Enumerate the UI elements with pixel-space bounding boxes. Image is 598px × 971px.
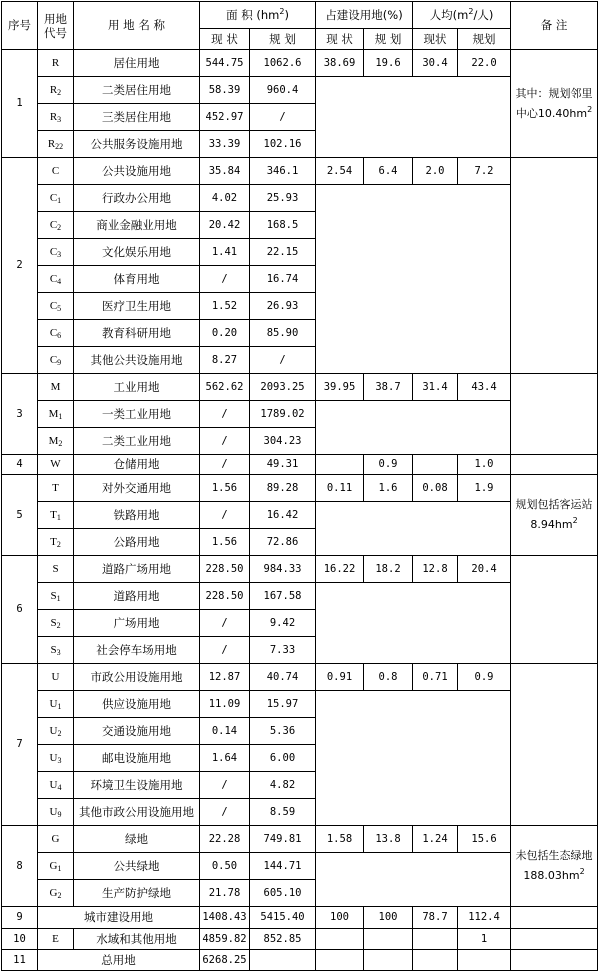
row-name: 公共服务设施用地 bbox=[74, 131, 200, 158]
row-ratio-plan: 1.6 bbox=[364, 475, 413, 502]
table-row bbox=[2, 455, 598, 475]
row-percap-current: 30.4 bbox=[413, 50, 458, 77]
row-area-current: 1.52 bbox=[200, 293, 250, 320]
row-area-plan: / bbox=[250, 347, 316, 374]
row-area-plan: 72.86 bbox=[250, 529, 316, 556]
row-ratio-current: 0.91 bbox=[316, 664, 364, 691]
row-area-current: / bbox=[200, 428, 250, 455]
row-area-plan: / bbox=[250, 104, 316, 131]
row-name: 公共设施用地 bbox=[74, 158, 200, 185]
header-code-line2: 代号 bbox=[44, 25, 67, 40]
summary-area-current: 6268.25 bbox=[200, 950, 250, 971]
row-area-current: 562.62 bbox=[200, 374, 250, 401]
table-row bbox=[2, 401, 598, 428]
row-area-plan: 8.59 bbox=[250, 799, 316, 826]
row-code: $M_2$ bbox=[38, 428, 74, 455]
row-area-current: 0.14 bbox=[200, 718, 250, 745]
summary-ratio-plan: 100 bbox=[364, 907, 413, 929]
row-name: 工业用地 bbox=[74, 374, 200, 401]
row-area-plan: 15.97 bbox=[250, 691, 316, 718]
row-name: 居住用地 bbox=[74, 50, 200, 77]
header-note: 备 注 bbox=[511, 2, 598, 50]
row-area-current: 228.50 bbox=[200, 556, 250, 583]
summary-percap-plan: 1 bbox=[458, 929, 511, 950]
summary-ratio-current: 100 bbox=[316, 907, 364, 929]
row-percap-current: 2.0 bbox=[413, 158, 458, 185]
row-area-plan: 5.36 bbox=[250, 718, 316, 745]
row-area-plan: 605.10 bbox=[250, 880, 316, 907]
header-percap-current: 现状 bbox=[413, 29, 458, 50]
row-area-current: / bbox=[200, 266, 250, 293]
row-name: 行政办公用地 bbox=[74, 185, 200, 212]
row-percap-plan: 7.2 bbox=[458, 158, 511, 185]
row-code: $U_2$ bbox=[38, 718, 74, 745]
row-area-plan: 1789.02 bbox=[250, 401, 316, 428]
row-seq: 1 bbox=[2, 50, 38, 158]
row-area-plan: 168.5 bbox=[250, 212, 316, 239]
row-area-current: / bbox=[200, 637, 250, 664]
row-name: 绿地 bbox=[74, 826, 200, 853]
row-area-plan: 22.15 bbox=[250, 239, 316, 266]
row-seq: 6 bbox=[2, 556, 38, 664]
summary-area-plan: 5415.40 bbox=[250, 907, 316, 929]
summary-row bbox=[2, 907, 598, 929]
row-name: 公共绿地 bbox=[74, 853, 200, 880]
row-name: 二类居住用地 bbox=[74, 77, 200, 104]
row-code: $C_2$ bbox=[38, 212, 74, 239]
row-ratio-plan: 19.6 bbox=[364, 50, 413, 77]
row-note: 规划包括客运站$8.94hm^2$ bbox=[511, 475, 598, 556]
row-note bbox=[511, 556, 598, 664]
row-ratio-current: 16.22 bbox=[316, 556, 364, 583]
row-name: 文化娱乐用地 bbox=[74, 239, 200, 266]
row-percap-current: 1.24 bbox=[413, 826, 458, 853]
row-seq: 5 bbox=[2, 475, 38, 556]
row-area-current: 11.09 bbox=[200, 691, 250, 718]
row-code: $G_1$ bbox=[38, 853, 74, 880]
row-name: 供应设施用地 bbox=[74, 691, 200, 718]
header-area-plan: 规 划 bbox=[250, 29, 316, 50]
summary-code: E bbox=[38, 929, 74, 950]
summary-percap-plan bbox=[458, 950, 511, 971]
row-percap-current bbox=[413, 455, 458, 475]
row-area-plan: 16.74 bbox=[250, 266, 316, 293]
row-seq: 2 bbox=[2, 158, 38, 374]
row-note bbox=[511, 374, 598, 455]
row-name: 仓储用地 bbox=[74, 455, 200, 475]
summary-note bbox=[511, 929, 598, 950]
row-area-current: 1.41 bbox=[200, 239, 250, 266]
row-ratio-blank bbox=[316, 401, 511, 455]
table-row bbox=[2, 583, 598, 610]
row-area-plan: 2093.25 bbox=[250, 374, 316, 401]
row-code: $T_2$ bbox=[38, 529, 74, 556]
row-area-plan: 85.90 bbox=[250, 320, 316, 347]
row-ratio-plan: 13.8 bbox=[364, 826, 413, 853]
row-code: M bbox=[38, 374, 74, 401]
summary-percap-plan: 112.4 bbox=[458, 907, 511, 929]
row-area-current: / bbox=[200, 610, 250, 637]
row-area-current: 1.56 bbox=[200, 529, 250, 556]
summary-percap-current bbox=[413, 929, 458, 950]
row-area-current: 1.64 bbox=[200, 745, 250, 772]
row-area-current: / bbox=[200, 799, 250, 826]
row-code: $C_4$ bbox=[38, 266, 74, 293]
summary-note bbox=[511, 907, 598, 929]
row-name: 三类居住用地 bbox=[74, 104, 200, 131]
row-area-plan: 167.58 bbox=[250, 583, 316, 610]
row-code: $T_1$ bbox=[38, 502, 74, 529]
row-name: 铁路用地 bbox=[74, 502, 200, 529]
row-code: $R_2$ bbox=[38, 77, 74, 104]
summary-seq: 9 bbox=[2, 907, 38, 929]
header-code-line1: 用地 bbox=[44, 11, 67, 26]
row-ratio-current: 38.69 bbox=[316, 50, 364, 77]
row-code: $C_9$ bbox=[38, 347, 74, 374]
table-row bbox=[2, 158, 598, 185]
row-area-current: 12.87 bbox=[200, 664, 250, 691]
row-area-plan: 1062.6 bbox=[250, 50, 316, 77]
summary-area-current: 4859.82 bbox=[200, 929, 250, 950]
row-note bbox=[511, 455, 598, 475]
row-code: R bbox=[38, 50, 74, 77]
row-percap-plan: 22.0 bbox=[458, 50, 511, 77]
row-code: $S_1$ bbox=[38, 583, 74, 610]
summary-name: 水域和其他用地 bbox=[74, 929, 200, 950]
row-name: 道路广场用地 bbox=[74, 556, 200, 583]
row-ratio-current: 39.95 bbox=[316, 374, 364, 401]
row-code: $U_4$ bbox=[38, 772, 74, 799]
row-ratio-plan: 38.7 bbox=[364, 374, 413, 401]
row-area-plan: 346.1 bbox=[250, 158, 316, 185]
row-name: 其他市政公用设施用地 bbox=[74, 799, 200, 826]
row-percap-plan: 43.4 bbox=[458, 374, 511, 401]
summary-percap-current bbox=[413, 950, 458, 971]
row-area-plan: 749.81 bbox=[250, 826, 316, 853]
row-code: $C_5$ bbox=[38, 293, 74, 320]
row-area-current: / bbox=[200, 502, 250, 529]
table-row bbox=[2, 502, 598, 529]
row-code: C bbox=[38, 158, 74, 185]
row-ratio-blank bbox=[316, 185, 511, 374]
row-code: $C_6$ bbox=[38, 320, 74, 347]
row-area-current: 228.50 bbox=[200, 583, 250, 610]
row-name: 商业金融业用地 bbox=[74, 212, 200, 239]
summary-percap-current: 78.7 bbox=[413, 907, 458, 929]
header-ratio-current: 现 状 bbox=[316, 29, 364, 50]
summary-note bbox=[511, 950, 598, 971]
summary-seq: 10 bbox=[2, 929, 38, 950]
row-percap-plan: 1.9 bbox=[458, 475, 511, 502]
row-ratio-plan: 18.2 bbox=[364, 556, 413, 583]
row-seq: 7 bbox=[2, 664, 38, 826]
row-name: 其他公共设施用地 bbox=[74, 347, 200, 374]
row-code: $M_1$ bbox=[38, 401, 74, 428]
row-area-current: / bbox=[200, 772, 250, 799]
table-row bbox=[2, 853, 598, 880]
row-code: G bbox=[38, 826, 74, 853]
row-name: 一类工业用地 bbox=[74, 401, 200, 428]
row-area-plan: 960.4 bbox=[250, 77, 316, 104]
row-code: $S_2$ bbox=[38, 610, 74, 637]
table-row bbox=[2, 185, 598, 212]
table-row bbox=[2, 374, 598, 401]
row-percap-current: 0.71 bbox=[413, 664, 458, 691]
table-row bbox=[2, 691, 598, 718]
row-percap-current: 0.08 bbox=[413, 475, 458, 502]
summary-area-plan bbox=[250, 950, 316, 971]
header-name: 用 地 名 称 bbox=[74, 2, 200, 50]
row-note: 其中：规划邻里中心$10.40hm^2$ bbox=[511, 50, 598, 158]
row-code: $R_3$ bbox=[38, 104, 74, 131]
land-use-table bbox=[1, 1, 598, 971]
summary-ratio-current bbox=[316, 929, 364, 950]
row-ratio-plan: 6.4 bbox=[364, 158, 413, 185]
row-name: 生产防护绿地 bbox=[74, 880, 200, 907]
row-note: 未包括生态绿地$188.03hm^2$ bbox=[511, 826, 598, 907]
row-percap-current: 31.4 bbox=[413, 374, 458, 401]
row-ratio-current: 2.54 bbox=[316, 158, 364, 185]
row-seq: 3 bbox=[2, 374, 38, 455]
row-code: $C_1$ bbox=[38, 185, 74, 212]
row-ratio-current bbox=[316, 455, 364, 475]
row-percap-current: 12.8 bbox=[413, 556, 458, 583]
summary-row bbox=[2, 950, 598, 971]
row-code: $G_2$ bbox=[38, 880, 74, 907]
row-area-current: 1.56 bbox=[200, 475, 250, 502]
table-row bbox=[2, 664, 598, 691]
row-area-plan: 26.93 bbox=[250, 293, 316, 320]
row-name: 医疗卫生用地 bbox=[74, 293, 200, 320]
row-area-current: 35.84 bbox=[200, 158, 250, 185]
row-area-plan: 102.16 bbox=[250, 131, 316, 158]
header-ratio: 占建设用地(%) bbox=[316, 2, 413, 29]
row-percap-plan: 0.9 bbox=[458, 664, 511, 691]
row-percap-plan: 1.0 bbox=[458, 455, 511, 475]
row-area-current: / bbox=[200, 455, 250, 475]
row-ratio-blank bbox=[316, 502, 511, 556]
row-code: W bbox=[38, 455, 74, 475]
row-area-plan: 9.42 bbox=[250, 610, 316, 637]
row-name: 社会停车场用地 bbox=[74, 637, 200, 664]
row-code: $U_3$ bbox=[38, 745, 74, 772]
row-area-current: 33.39 bbox=[200, 131, 250, 158]
summary-name: 总用地 bbox=[38, 950, 200, 971]
row-area-plan: 6.00 bbox=[250, 745, 316, 772]
row-ratio-plan: 0.8 bbox=[364, 664, 413, 691]
row-ratio-blank bbox=[316, 77, 511, 158]
row-area-current: 0.50 bbox=[200, 853, 250, 880]
row-name: 公路用地 bbox=[74, 529, 200, 556]
header-percap-plan: 规划 bbox=[458, 29, 511, 50]
header-ratio-plan: 规 划 bbox=[364, 29, 413, 50]
row-note bbox=[511, 664, 598, 826]
row-code: $R_{22}$ bbox=[38, 131, 74, 158]
row-name: 邮电设施用地 bbox=[74, 745, 200, 772]
row-code: $U_9$ bbox=[38, 799, 74, 826]
row-code: $S_3$ bbox=[38, 637, 74, 664]
summary-name: 城市建设用地 bbox=[38, 907, 200, 929]
summary-row bbox=[2, 929, 598, 950]
row-area-current: 544.75 bbox=[200, 50, 250, 77]
row-name: 广场用地 bbox=[74, 610, 200, 637]
row-name: 二类工业用地 bbox=[74, 428, 200, 455]
summary-area-plan: 852.85 bbox=[250, 929, 316, 950]
header-area-current: 现 状 bbox=[200, 29, 250, 50]
table-row bbox=[2, 826, 598, 853]
summary-ratio-plan bbox=[364, 950, 413, 971]
header-percap: 人均($m^2/$人) bbox=[413, 2, 511, 29]
row-area-current: 4.02 bbox=[200, 185, 250, 212]
row-name: 交通设施用地 bbox=[74, 718, 200, 745]
row-area-plan: 7.33 bbox=[250, 637, 316, 664]
row-code: $U_1$ bbox=[38, 691, 74, 718]
row-area-current: 0.20 bbox=[200, 320, 250, 347]
row-area-current: 8.27 bbox=[200, 347, 250, 374]
summary-ratio-current bbox=[316, 950, 364, 971]
summary-area-current: 1408.43 bbox=[200, 907, 250, 929]
summary-seq: 11 bbox=[2, 950, 38, 971]
table-body bbox=[2, 50, 598, 971]
row-area-plan: 89.28 bbox=[250, 475, 316, 502]
row-area-current: / bbox=[200, 401, 250, 428]
row-name: 环境卫生设施用地 bbox=[74, 772, 200, 799]
row-area-plan: 16.42 bbox=[250, 502, 316, 529]
row-ratio-blank bbox=[316, 691, 511, 826]
row-ratio-blank bbox=[316, 583, 511, 664]
row-ratio-current: 0.11 bbox=[316, 475, 364, 502]
table-row bbox=[2, 50, 598, 77]
row-seq: 4 bbox=[2, 455, 38, 475]
row-code: T bbox=[38, 475, 74, 502]
row-area-current: 22.28 bbox=[200, 826, 250, 853]
row-seq: 8 bbox=[2, 826, 38, 907]
row-percap-plan: 15.6 bbox=[458, 826, 511, 853]
row-name: 市政公用设施用地 bbox=[74, 664, 200, 691]
row-name: 教育科研用地 bbox=[74, 320, 200, 347]
table-row bbox=[2, 475, 598, 502]
row-area-plan: 144.71 bbox=[250, 853, 316, 880]
row-area-plan: 49.31 bbox=[250, 455, 316, 475]
row-ratio-blank bbox=[316, 853, 511, 907]
row-code: S bbox=[38, 556, 74, 583]
row-area-plan: 984.33 bbox=[250, 556, 316, 583]
row-area-current: 452.97 bbox=[200, 104, 250, 131]
row-ratio-plan: 0.9 bbox=[364, 455, 413, 475]
table-row bbox=[2, 556, 598, 583]
summary-ratio-plan bbox=[364, 929, 413, 950]
row-code: $C_3$ bbox=[38, 239, 74, 266]
row-area-plan: 4.82 bbox=[250, 772, 316, 799]
row-note bbox=[511, 158, 598, 374]
row-area-plan: 304.23 bbox=[250, 428, 316, 455]
table-row bbox=[2, 77, 598, 104]
row-area-current: 20.42 bbox=[200, 212, 250, 239]
row-area-plan: 40.74 bbox=[250, 664, 316, 691]
row-area-current: 58.39 bbox=[200, 77, 250, 104]
header-code bbox=[38, 2, 74, 50]
header-area: 面 积 $(hm^2)$ bbox=[200, 2, 316, 29]
header-seq: 序号 bbox=[2, 2, 38, 50]
row-area-current: 21.78 bbox=[200, 880, 250, 907]
row-ratio-current: 1.58 bbox=[316, 826, 364, 853]
row-area-plan: 25.93 bbox=[250, 185, 316, 212]
row-name: 体育用地 bbox=[74, 266, 200, 293]
row-name: 道路用地 bbox=[74, 583, 200, 610]
row-percap-plan: 20.4 bbox=[458, 556, 511, 583]
row-name: 对外交通用地 bbox=[74, 475, 200, 502]
row-code: U bbox=[38, 664, 74, 691]
